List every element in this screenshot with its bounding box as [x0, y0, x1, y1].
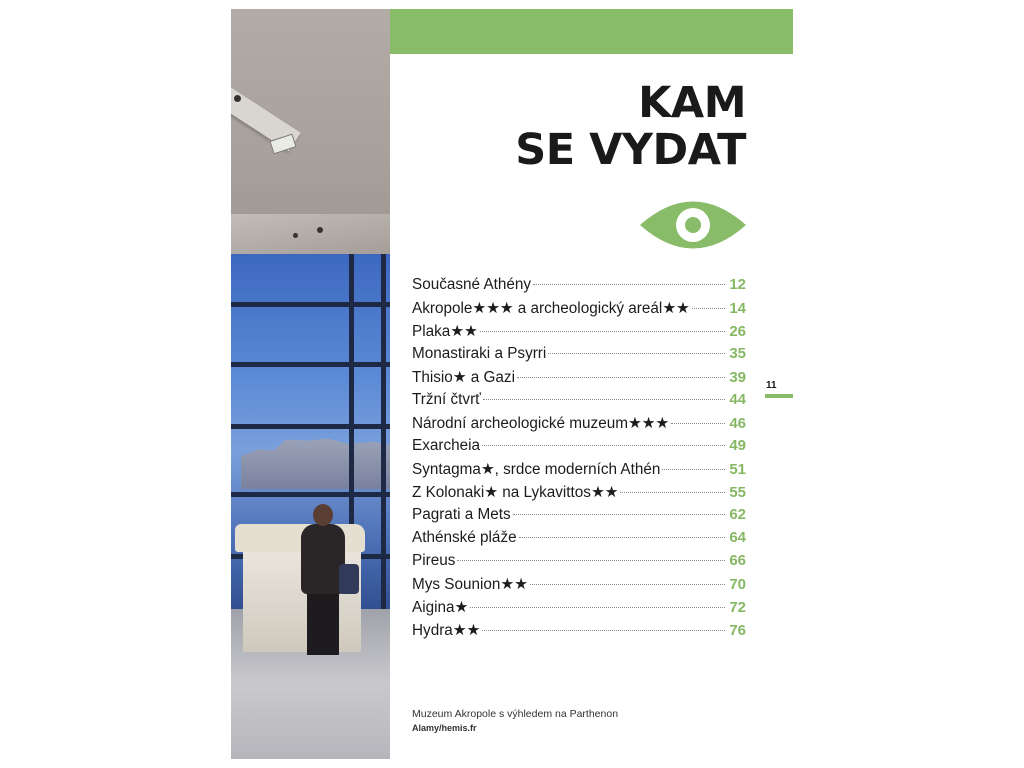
toc-label: Monastiraki a Psyrri: [412, 345, 547, 362]
toc-leader: [482, 445, 725, 446]
toc-row[interactable]: [412, 276, 746, 299]
toc-label: Athénské pláže: [412, 529, 517, 546]
photo-credit: Alamy/hemis.fr: [412, 723, 477, 733]
toc-row[interactable]: [412, 437, 746, 460]
photo-mullion: [231, 492, 390, 497]
page-number-marker: [765, 394, 793, 398]
toc-page: 49: [729, 437, 746, 454]
photo-mullion: [231, 362, 390, 367]
toc-page: 76: [729, 622, 746, 639]
toc-label: Thisio★ a Gazi: [412, 369, 515, 386]
toc-label: Akropole★★★ a archeologický areál★★: [412, 300, 690, 317]
toc-label: Mys Sounion★★: [412, 576, 528, 593]
toc-page: 14: [729, 300, 746, 317]
toc-leader: [483, 399, 725, 400]
title-line-1: KAM: [638, 78, 746, 128]
toc-leader: [482, 630, 725, 631]
toc-page: 66: [729, 552, 746, 569]
toc-label: Pagrati a Mets: [412, 506, 511, 523]
toc-leader: [530, 584, 725, 585]
table-of-contents: [412, 276, 746, 644]
toc-page: 64: [729, 529, 746, 546]
toc-page: 44: [729, 391, 746, 408]
toc-leader: [480, 331, 725, 332]
toc-label: Plaka★★: [412, 323, 478, 340]
toc-row[interactable]: [412, 552, 746, 575]
toc-row[interactable]: [412, 621, 746, 644]
toc-page: 12: [729, 276, 746, 293]
toc-page: 39: [729, 369, 746, 386]
toc-label: Aigina★: [412, 599, 469, 616]
toc-leader: [533, 284, 725, 285]
toc-leader: [692, 308, 725, 309]
toc-leader: [457, 560, 725, 561]
toc-label: Tržní čtvrť: [412, 391, 481, 408]
toc-label: Národní archeologické muzeum★★★: [412, 415, 670, 432]
toc-label: Exarcheia: [412, 437, 481, 454]
toc-row[interactable]: [412, 391, 746, 414]
photo-parthenon: [241, 434, 390, 489]
toc-row[interactable]: [412, 483, 746, 506]
toc-leader: [513, 514, 725, 515]
toc-row[interactable]: [412, 414, 746, 437]
toc-row[interactable]: [412, 506, 746, 529]
page-title: [515, 80, 746, 174]
title-line-2: SE VYDAT: [515, 125, 746, 175]
toc-page: 70: [729, 576, 746, 593]
page-number: 11: [766, 380, 777, 391]
photo-ceiling-band: [231, 214, 390, 254]
photo-caption: Muzeum Akropole s výhledem na Parthenon: [412, 708, 619, 720]
toc-row[interactable]: [412, 368, 746, 391]
toc-leader: [662, 469, 725, 470]
toc-page: 72: [729, 599, 746, 616]
toc-label: Současné Athény: [412, 276, 532, 293]
toc-leader: [671, 423, 725, 424]
toc-label: Hydra★★: [412, 622, 481, 639]
photo-mullion: [231, 302, 390, 307]
photo-camera: [234, 95, 241, 102]
photo-ceiling-camera: [317, 227, 323, 233]
toc-page: 62: [729, 506, 746, 523]
toc-leader: [470, 607, 725, 608]
toc-row[interactable]: [412, 598, 746, 621]
toc-row[interactable]: [412, 322, 746, 345]
photo-bag: [339, 564, 359, 594]
toc-leader: [620, 492, 725, 493]
toc-row[interactable]: [412, 575, 746, 598]
toc-row[interactable]: [412, 460, 746, 483]
toc-row[interactable]: [412, 529, 746, 552]
toc-page: 26: [729, 323, 746, 340]
toc-row[interactable]: [412, 299, 746, 322]
toc-page: 46: [729, 415, 746, 432]
photo-ceiling-light: [293, 233, 298, 238]
photo-sculpture: [235, 524, 365, 552]
toc-label: Pireus: [412, 552, 456, 569]
toc-page: 55: [729, 484, 746, 501]
photo-mullion: [231, 424, 390, 429]
header-bar: [390, 9, 793, 54]
photo-person-legs: [307, 589, 339, 655]
toc-page: 35: [729, 345, 746, 362]
toc-leader: [519, 537, 725, 538]
toc-leader: [517, 377, 725, 378]
museum-photo: [231, 9, 390, 759]
eye-icon: [638, 196, 748, 254]
toc-label: Syntagma★, srdce moderních Athén: [412, 461, 661, 478]
photo-mullion: [381, 254, 386, 614]
photo-person-head: [313, 504, 333, 526]
toc-leader: [548, 353, 725, 354]
toc-row[interactable]: [412, 345, 746, 368]
toc-label: Z Kolonaki★ na Lykavittos★★: [412, 484, 619, 501]
toc-page: 51: [729, 461, 746, 478]
